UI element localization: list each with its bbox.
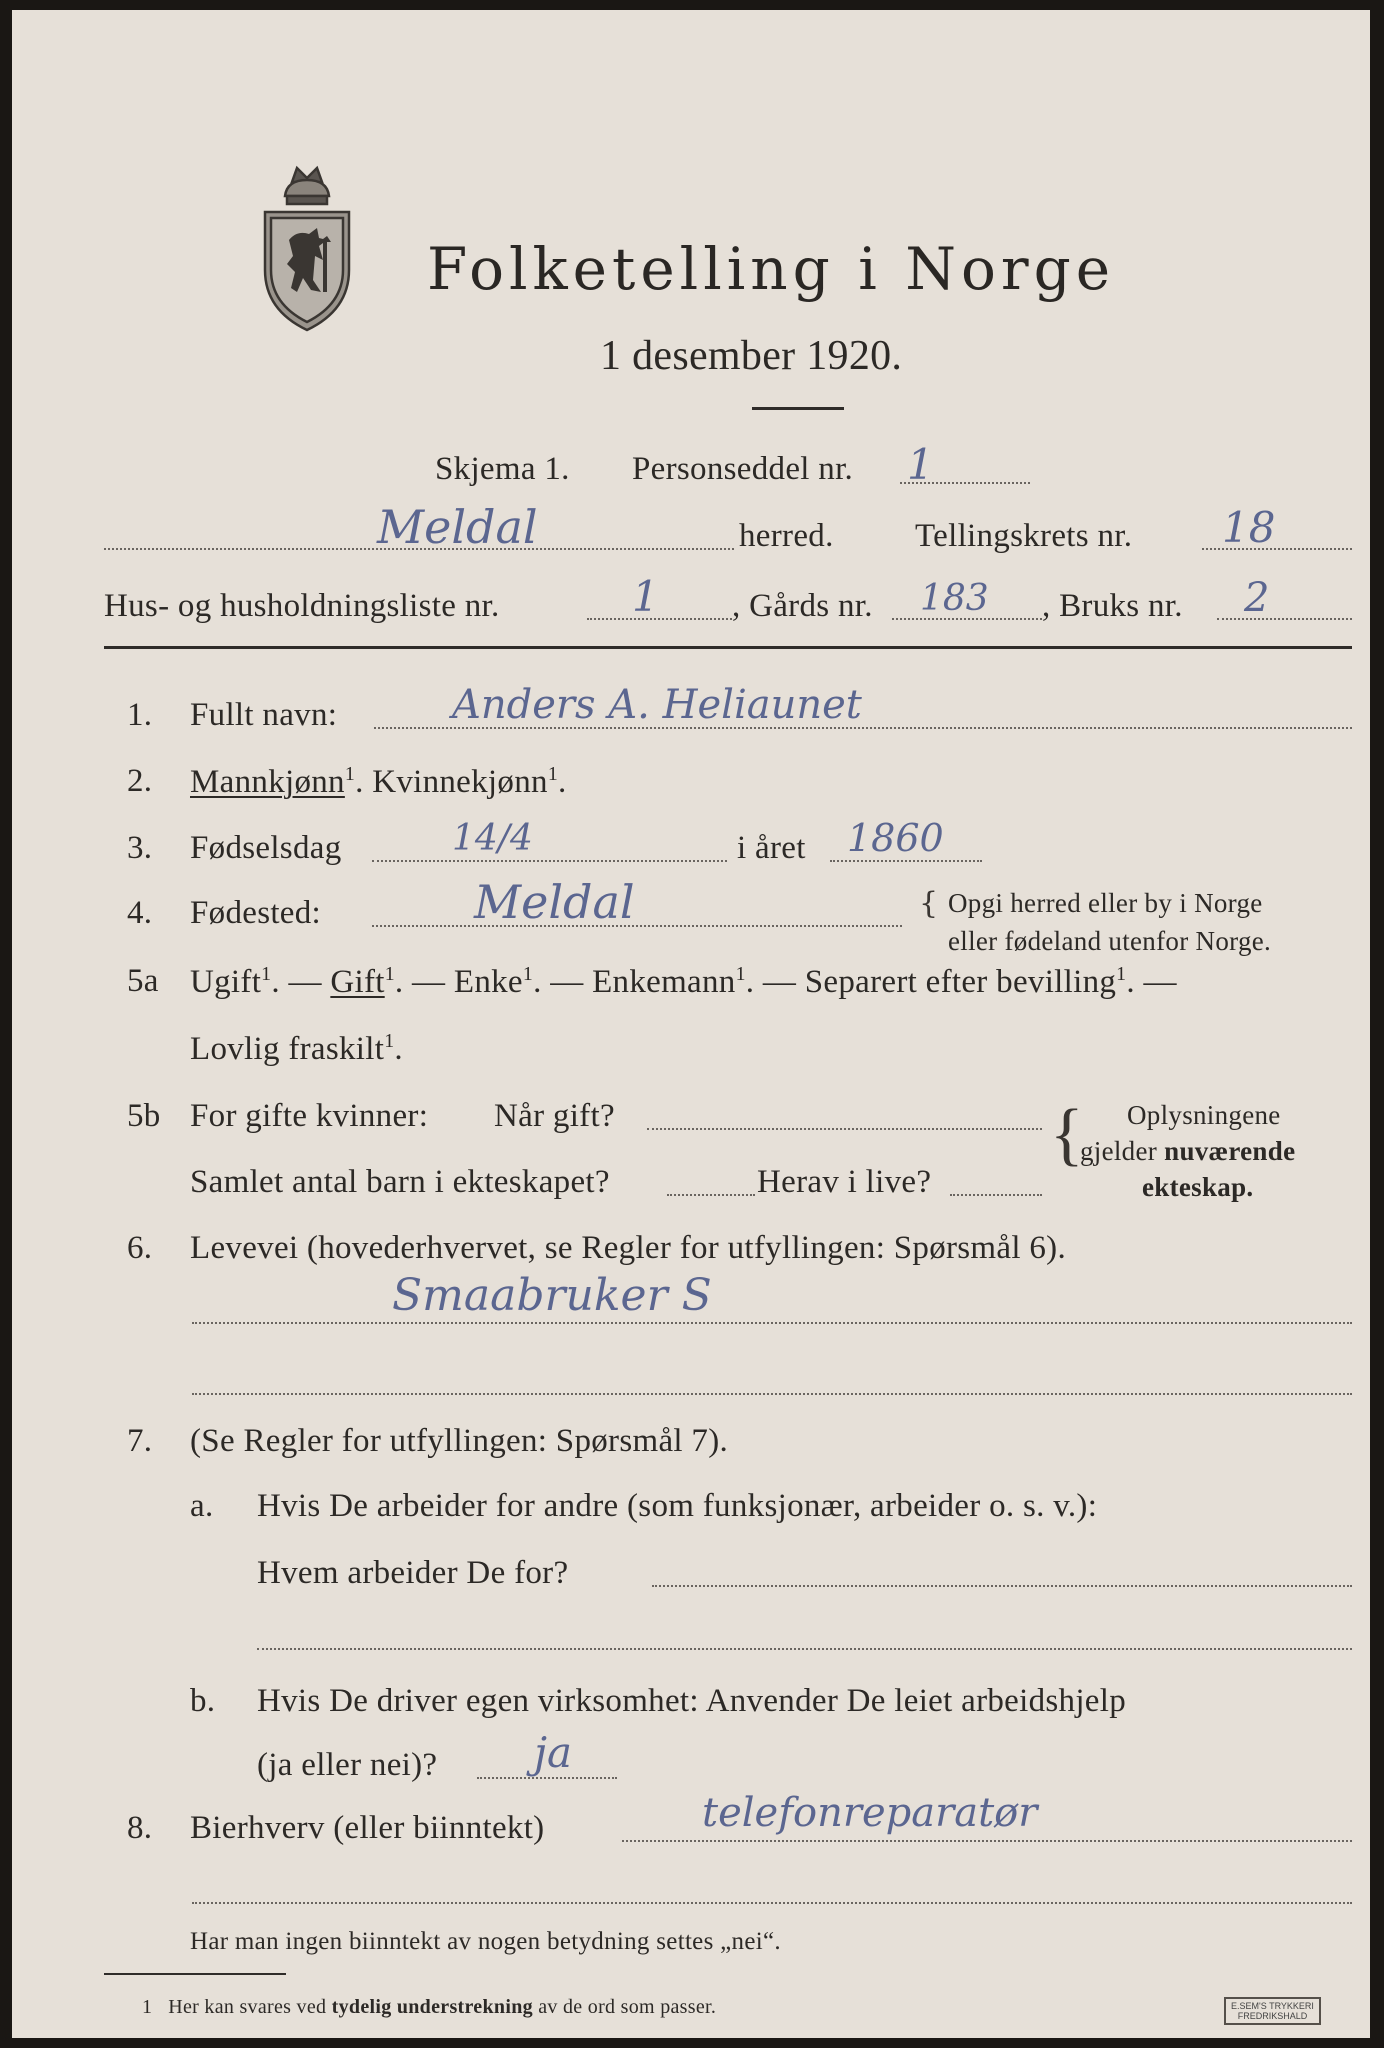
q5a-separert: Separert efter bevilling [804,964,1117,1000]
q5b-number: 5b [127,1098,161,1134]
q2-female-footnote: 1 [547,763,559,785]
herred-value: Meldal [377,500,538,554]
q5a-dash-3: . — [533,964,584,1000]
gards-label: , Gårds nr. [732,588,873,624]
q5a-ugift-footnote: 1 [261,963,272,985]
q8-line-2 [192,1902,1352,1904]
printer-name: E.SEM'S TRYKKERI [1231,2001,1314,2011]
q5b-note-1: Oplysningene [1127,1100,1281,1130]
q2-sex [190,763,567,801]
q5a-fraskilt: Lovlig fraskilt [190,1031,385,1067]
bruks-line [1217,618,1352,620]
q5a-gift: Gift [330,964,385,1000]
q5b-barn-line [667,1194,755,1196]
title-divider [752,407,844,410]
q5b-label: For gifte kvinner: [190,1098,429,1134]
q5a-ugift: Ugift [190,964,262,1000]
q4-line [372,925,902,927]
q5a-dash-1: . — [271,964,322,1000]
q7-label: (Se Regler for utfyllingen: Spørsmål 7). [190,1423,729,1459]
q7b-letter: b. [190,1683,216,1719]
q7b-answer: ja [534,1728,573,1777]
q3-birth-day: 14/4 [452,818,533,859]
q8-number: 8. [127,1810,153,1846]
q4-birthplace: Meldal [474,875,635,929]
q3-year-label: i året [737,830,806,866]
printer-stamp [1224,1997,1321,2025]
q2-female-option: Kvinnekjønn [372,764,548,800]
q1-number: 1. [127,697,153,733]
hus-label: Hus- og husholdningsliste nr. [104,588,500,624]
q4-number: 4. [127,895,153,931]
q5a-separert-footnote: 1 [1116,963,1127,985]
q6-number: 6. [127,1230,153,1266]
q5a-options [190,963,1177,1001]
q5a-enkemann: Enkemann [592,964,736,1000]
q3-birth-year: 1860 [847,816,944,860]
q4-note-1: Opgi herred eller by i Norge [948,888,1263,918]
header-divider [104,646,1352,649]
q4-note-2: eller fødeland utenfor Norge. [948,926,1272,956]
q4-brace: { [919,886,939,921]
q5a-gift-footnote: 1 [384,963,395,985]
q5b-note-2 [1080,1136,1295,1167]
q5b-herav-line [950,1194,1042,1196]
tellingskrets-label: Tellingskrets nr. [915,518,1133,554]
q3-label: Fødselsdag [190,830,342,866]
q5a-dash-5: . — [1126,964,1177,1000]
q1-full-name: Anders A. Heliaunet [452,682,862,728]
q5a-enke-footnote: 1 [522,963,534,985]
form-title: Folketelling i Norge [427,235,1116,303]
q5a-enke: Enke [453,964,523,1000]
q5a-enkemann-footnote: 1 [735,963,746,985]
q6-occupation: Smaabruker S [392,1270,712,1321]
tellingskrets-value: 18 [1222,503,1276,552]
personseddel-label: Personseddel nr. [632,451,854,487]
gards-value: 183 [920,578,989,619]
personseddel-value: 1 [907,440,934,489]
q7-number: 7. [127,1423,153,1459]
bruks-label: , Bruks nr. [1042,588,1183,624]
footnote [142,1996,716,2019]
q5a-end: . [394,1031,403,1067]
q7b-text: Hvis De driver egen virksomhet: Anvender De leiet arbeidshjelp [257,1683,1127,1719]
q7a-letter: a. [190,1488,214,1524]
footnote-text-a: Her kan svares ved [168,1996,327,2018]
q2-male-footnote: 1 [344,763,356,785]
q5b-naar-line [647,1128,1042,1130]
q7a-text: Hvis De arbeider for andre (som funksjonær, arbeider o. s. v.): [257,1488,1098,1524]
norwegian-coat-of-arms-icon [257,160,357,335]
q5a-number: 5a [127,963,159,999]
q8-side-income: telefonreparatør [702,1790,1038,1836]
q1-label: Fullt navn: [190,697,338,733]
footnote-number: 1 [142,1996,153,2018]
printer-city: FREDRIKSHALD [1237,2011,1308,2021]
q4-label: Fødested: [190,895,322,931]
census-form [12,10,1370,2038]
schema-label: Skjema 1. [435,451,570,487]
q3-number: 3. [127,830,153,866]
footer-note: Har man ingen biinntekt av nogen betydning settes „nei“. [190,1928,781,1955]
q5a-fraskilt-footnote: 1 [384,1030,395,1052]
q7a-question: Hvem arbeider De for? [257,1555,569,1591]
hus-value: 1 [632,572,659,621]
footnote-divider [104,1973,286,1975]
bruks-value: 2 [1244,575,1270,621]
q3-year-line [830,860,982,862]
q7b-line [477,1777,617,1779]
q7a-line-2 [257,1648,1352,1650]
q6-line-1 [192,1322,1352,1324]
census-date: 1 desember 1920. [600,333,903,379]
q2-male-option: Mannkjønn [190,764,345,800]
q8-line-1 [622,1840,1352,1842]
footnote-text-b: tydelig understrekning [331,1996,533,2018]
q7b-question: (ja eller nei)? [257,1747,438,1783]
q5b-brace: { [1050,1096,1084,1173]
q5b-note-2b: nuværende [1164,1136,1296,1166]
q8-label: Bierhverv (eller biinntekt) [190,1810,545,1846]
q6-label: Levevei (hovederhvervet, se Regler for utfyllingen: Spørsmål 6). [190,1230,1067,1266]
q5b-barn-label: Samlet antal barn i ekteskapet? [190,1164,610,1200]
herred-label: herred. [739,518,834,554]
q6-line-2 [192,1393,1352,1395]
q7a-line-1 [652,1585,1352,1587]
q5a-fraskilt-row [190,1030,403,1068]
q3-day-line [372,860,727,862]
hus-line [587,618,732,620]
q5a-dash-4: . — [745,964,797,1000]
q5b-note-2a: gjelder [1080,1136,1158,1166]
q5b-note-3: ekteskap. [1142,1172,1254,1202]
q5a-dash-2: . — [394,964,446,1000]
footnote-text-c: av de ord som passer. [538,1996,717,2018]
q2-separator: . [355,764,364,800]
q5b-naar-label: Når gift? [494,1098,615,1134]
q2-number: 2. [127,763,153,799]
q5b-herav-label: Herav i live? [757,1164,932,1200]
q2-end: . [558,764,567,800]
